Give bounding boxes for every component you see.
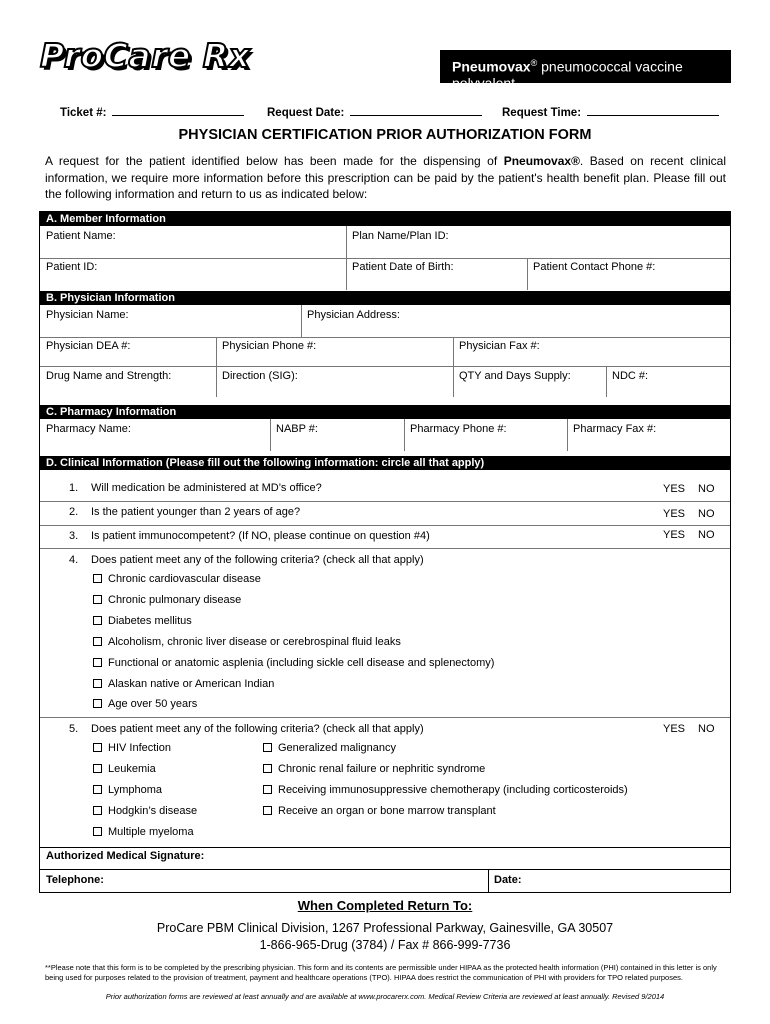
q5-option[interactable]: Receiving immunosuppressive chemotherapy (including corticosteroids) — [263, 784, 628, 796]
checkbox[interactable] — [93, 806, 102, 815]
checkbox[interactable] — [263, 764, 272, 773]
telephone-field[interactable]: Telephone: — [46, 874, 104, 886]
q5-text: Does patient meet any of the following criteria? (check all that apply) — [91, 723, 424, 735]
qty-field[interactable]: QTY and Days Supply: — [459, 370, 571, 382]
request-time-label: Request Time: — [502, 107, 582, 119]
q4-text: Does patient meet any of the following criteria? (check all that apply) — [91, 554, 424, 566]
q5-option[interactable]: Receive an organ or bone marrow transplant — [263, 805, 496, 817]
q4-option[interactable]: Chronic cardiovascular disease — [93, 573, 261, 585]
checkbox[interactable] — [263, 806, 272, 815]
drug-name: Pneumovax — [452, 58, 531, 75]
q5-option[interactable]: Chronic renal failure or nephritic syndrome — [263, 763, 485, 775]
divider — [40, 525, 730, 526]
q2-yes[interactable]: YES — [663, 508, 686, 520]
physician-address-field[interactable]: Physician Address: — [307, 309, 400, 321]
dob-field[interactable]: Patient Date of Birth: — [352, 261, 454, 273]
form-title: PHYSICIAN CERTIFICATION PRIOR AUTHORIZATION FORM — [178, 127, 592, 143]
procare-logo: ProCare Rx — [40, 36, 251, 75]
dea-field[interactable]: Physician DEA #: — [46, 340, 131, 352]
divider — [527, 258, 528, 290]
q3-number: 3. — [69, 530, 79, 542]
divider — [40, 869, 730, 870]
checkbox[interactable] — [93, 658, 102, 667]
checkbox[interactable] — [93, 743, 102, 752]
pharmacy-fax-field[interactable]: Pharmacy Fax #: — [573, 423, 657, 435]
drug-description: pneumococcal vaccine polyvalent — [452, 58, 683, 91]
drug-registered-mark: ® — [530, 58, 538, 68]
request-time-field — [502, 105, 719, 119]
divider — [40, 717, 730, 718]
divider — [567, 419, 568, 451]
q2-text: Is the patient younger than 2 years of age? — [91, 506, 301, 518]
intro-drug: Pneumovax® — [503, 154, 580, 168]
pharmacy-name-field[interactable]: Pharmacy Name: — [46, 423, 131, 435]
q4-option[interactable]: Diabetes mellitus — [93, 615, 192, 627]
physician-fax-field[interactable]: Physician Fax #: — [459, 340, 540, 352]
plan-name-field[interactable]: Plan Name/Plan ID: — [352, 230, 449, 242]
patient-name-field[interactable]: Patient Name: — [46, 230, 116, 242]
q1-yes[interactable]: YES — [663, 483, 686, 495]
divider — [40, 366, 730, 367]
q2-no[interactable]: NO — [698, 508, 715, 520]
divider — [346, 226, 347, 259]
physician-name-field[interactable]: Physician Name: — [46, 309, 129, 321]
section-a-header: A. Member Information — [40, 212, 730, 226]
request-date-field — [267, 105, 482, 119]
checkbox[interactable] — [263, 785, 272, 794]
q1-no[interactable]: NO — [698, 483, 715, 495]
pharmacy-phone-field[interactable]: Pharmacy Phone #: — [410, 423, 507, 435]
q3-text: Is patient immunocompetent? (If NO, please continue on question #4) — [91, 530, 430, 542]
divider — [606, 366, 607, 397]
divider — [40, 337, 730, 338]
divider — [40, 548, 730, 549]
q1-text: Will medication be administered at MD’s office? — [91, 482, 322, 494]
q5-option[interactable]: HIV Infection — [93, 742, 171, 754]
divider — [346, 258, 347, 290]
divider — [40, 258, 730, 259]
request-date-label: Request Date: — [267, 107, 345, 119]
q4-option[interactable]: Functional or anatomic asplenia (including sickle cell disease and splenectomy) — [93, 657, 494, 669]
request-date-line[interactable] — [350, 105, 482, 116]
return-address: ProCare PBM Clinical Division, 1267 Professional Parkway, Gainesville, GA 30507 — [156, 921, 614, 935]
checkbox[interactable] — [93, 764, 102, 773]
divider — [216, 337, 217, 397]
intro-part1: A request for the patient identified below has been made for the dispensing of — [45, 154, 504, 168]
ticket-field — [60, 105, 244, 119]
form-box — [39, 211, 731, 893]
nabp-field[interactable]: NABP #: — [276, 423, 318, 435]
q5-number: 5. — [69, 723, 79, 735]
q4-number: 4. — [69, 554, 79, 566]
date-field[interactable]: Date: — [494, 874, 522, 886]
divider — [404, 419, 405, 451]
q5-option[interactable]: Generalized malignancy — [263, 742, 396, 754]
checkbox[interactable] — [93, 699, 102, 708]
intro-paragraph — [45, 153, 726, 203]
ticket-line[interactable] — [112, 105, 244, 116]
checkbox[interactable] — [93, 827, 102, 836]
patient-id-field[interactable]: Patient ID: — [46, 261, 98, 273]
checkbox[interactable] — [93, 637, 102, 646]
q3-yes[interactable]: YES — [663, 529, 686, 541]
ticket-label: Ticket #: — [60, 107, 107, 119]
q5-yes[interactable]: YES — [663, 723, 686, 735]
q4-option[interactable]: Age over 50 years — [93, 698, 197, 710]
footer-note: Prior authorization forms are reviewed at least annually and are available at www.procarerx.com. Medical Review Criteria are reviewed at least annually. Revised 9/2014 — [105, 992, 665, 1001]
checkbox[interactable] — [93, 574, 102, 583]
hipaa-notice: **Please note that this form is to be completed by the prescribing physician. This form and its contents are permissible under HIPAA as the protected health information (PHI) contained in this letter is only being used for purposes related to the provision of treatment, payment and healthcare operations (TPO). HIPAA does restrict the communication of PHI with providers for TPO related purposes. — [45, 963, 717, 982]
q5-option[interactable]: Multiple myeloma — [93, 826, 194, 838]
q2-number: 2. — [69, 506, 79, 518]
q4-option[interactable]: Alaskan native or American Indian — [93, 678, 274, 690]
checkbox[interactable] — [93, 785, 102, 794]
request-time-line[interactable] — [587, 105, 719, 116]
q4-option[interactable]: Chronic pulmonary disease — [93, 594, 241, 606]
signature-field[interactable]: Authorized Medical Signature: — [46, 850, 205, 862]
return-heading: When Completed Return To: — [297, 898, 473, 913]
q5-no[interactable]: NO — [698, 723, 715, 735]
ndc-field[interactable]: NDC #: — [612, 370, 649, 382]
section-c-header: C. Pharmacy Information — [40, 405, 730, 419]
q1-number: 1. — [69, 482, 79, 494]
divider — [270, 419, 271, 451]
checkbox[interactable] — [263, 743, 272, 752]
section-d-header: D. Clinical Information (Please fill out the following information: circle all that apply) — [40, 456, 730, 470]
q4-option[interactable]: Alcoholism, chronic liver disease or cerebrospinal fluid leaks — [93, 636, 401, 648]
divider — [40, 501, 730, 502]
direction-field[interactable]: Direction (SIG): — [222, 370, 298, 382]
q5-option[interactable]: Leukemia — [93, 763, 156, 775]
section-b-header: B. Physician Information — [40, 291, 730, 305]
contact-phone-field[interactable]: Patient Contact Phone #: — [533, 261, 656, 273]
checkbox[interactable] — [93, 616, 102, 625]
divider — [488, 869, 489, 893]
physician-phone-field[interactable]: Physician Phone #: — [222, 340, 317, 352]
q5-option[interactable]: Lymphoma — [93, 784, 162, 796]
divider — [40, 847, 730, 848]
intro-part2: . Based on recent clinical information, we require more information before this prescription can be paid by the patient's health benefit plan. Please fill out the following information and return to us as indicated below: — [45, 154, 727, 201]
divider — [453, 337, 454, 397]
divider — [301, 305, 302, 337]
checkbox[interactable] — [93, 595, 102, 604]
checkbox[interactable] — [93, 679, 102, 688]
q3-no[interactable]: NO — [698, 529, 715, 541]
q5-option[interactable]: Hodgkin’s disease — [93, 805, 197, 817]
drug-strength-field[interactable]: Drug Name and Strength: — [46, 370, 172, 382]
return-contact: 1-866-965-Drug (3784) / Fax # 866-999-7736 — [259, 938, 511, 952]
drug-banner — [440, 50, 731, 91]
